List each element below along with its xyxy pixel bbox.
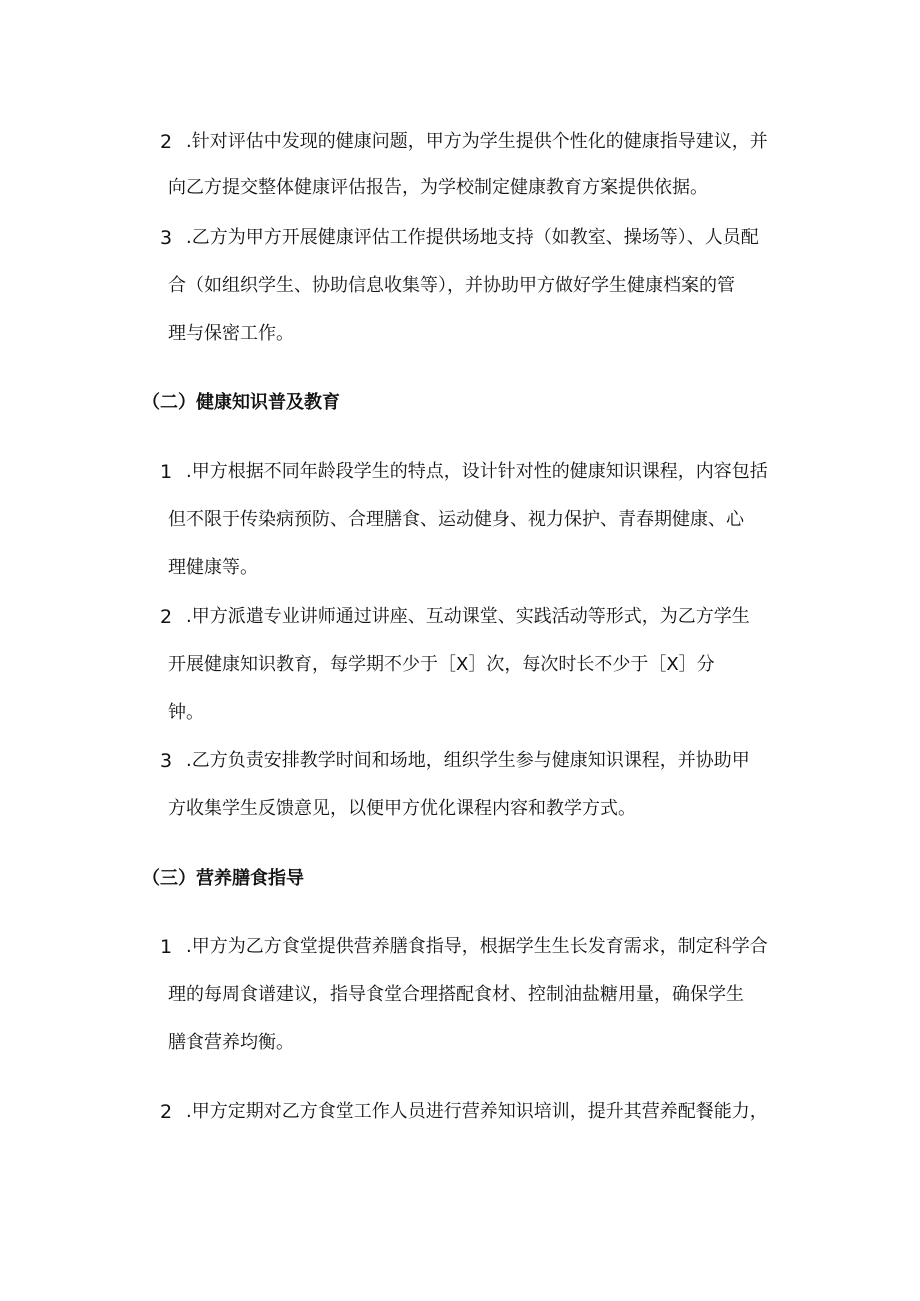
item-text-line: .乙方负责安排教学时间和场地，组织学生参与健康知识课程，并协助甲: [186, 750, 750, 771]
item-text-line: 理的每周食谱建议，指导食堂合理搭配食材、控制油盐糖用量，确保学生: [168, 984, 744, 1005]
section-heading: （二）健康知识普及教育: [142, 392, 340, 413]
item-number: 3: [160, 750, 173, 772]
item-text-line: .甲方为乙方食堂提供营养膳食指导，根据学生生长发育需求，制定科学合: [186, 936, 768, 957]
item-number: 2: [160, 1101, 173, 1123]
item-text-line: 钟。: [168, 702, 204, 723]
item-number: 1: [160, 936, 173, 958]
item-text-line: 方收集学生反馈意见，以便甲方优化课程内容和教学方式。: [168, 798, 636, 819]
item-text-line: 理与保密工作。: [168, 323, 294, 344]
item-text-line: .甲方派遣专业讲师通过讲座、互动课堂、实践活动等形式，为乙方学生: [186, 606, 750, 627]
item-number: 2: [160, 131, 173, 153]
item-number: 3: [160, 227, 173, 249]
item-text-line: .乙方为甲方开展健康评估工作提供场地支持（如教室、操场等）、人员配: [186, 227, 759, 248]
item-text-line: .甲方根据不同年龄段学生的特点，设计针对性的健康知识课程，内容包括: [186, 461, 768, 482]
item-number: 2: [160, 606, 173, 628]
item-text-line: 合（如组织学生、协助信息收集等），并协助甲方做好学生健康档案的管: [168, 275, 735, 296]
item-text-line: 但不限于传染病预防、合理膳食、运动健身、视力保护、青春期健康、心: [168, 509, 744, 530]
item-text-line: .甲方定期对乙方食堂工作人员进行营养知识培训，提升其营养配餐能力，: [186, 1101, 768, 1122]
item-text-line: 膳食营养均衡。: [168, 1032, 294, 1053]
item-text-line: 理健康等。: [168, 557, 258, 578]
item-number: 1: [160, 461, 173, 483]
item-text-line: 向乙方提交整体健康评估报告，为学校制定健康教育方案提供依据。: [168, 177, 708, 198]
item-text-line: 开展健康知识教育，每学期不少于［X］次，每次时长不少于［X］分: [168, 654, 715, 675]
item-text-line: .针对评估中发现的健康问题，甲方为学生提供个性化的健康指导建议，并: [186, 131, 768, 152]
section-heading: （三）营养膳食指导: [142, 868, 304, 889]
